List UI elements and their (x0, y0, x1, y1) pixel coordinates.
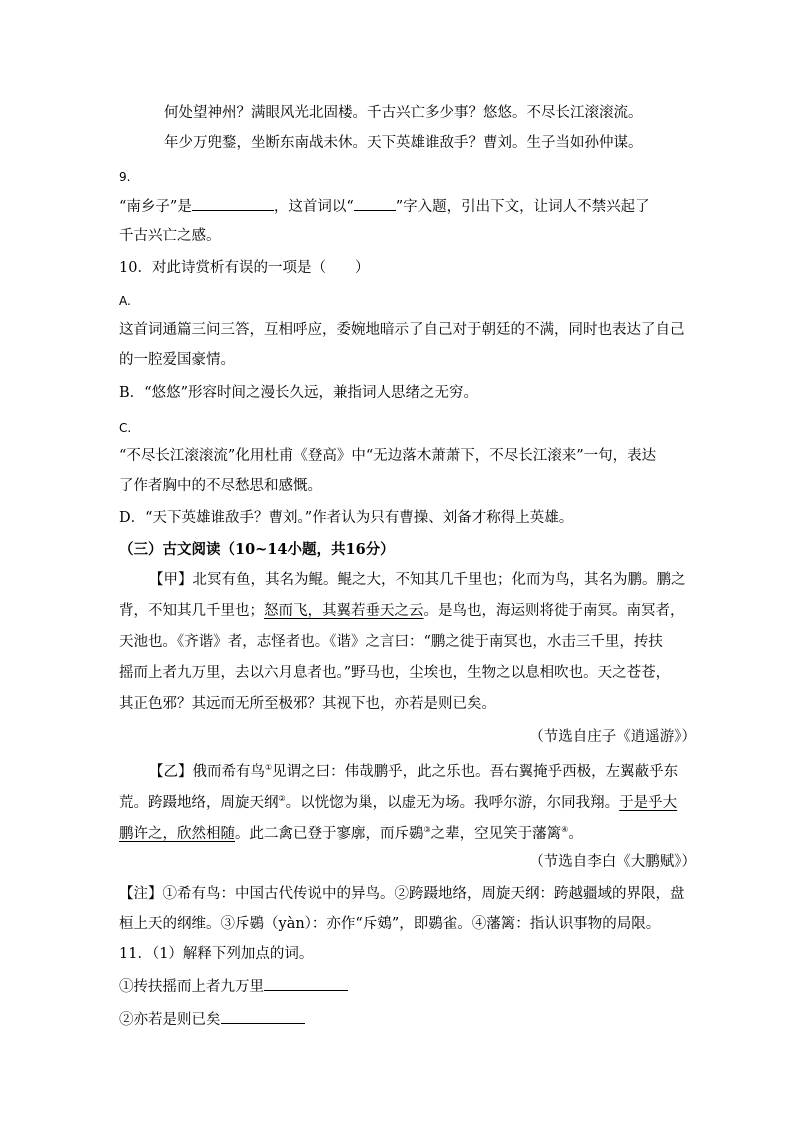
q11-answer-blank-2[interactable] (221, 1009, 305, 1024)
footnote-marker-4: ④ (561, 825, 569, 834)
poem-line-2: 年少万兜鍪，坐断东南战未休。天下英雄谁敌手？曹刘。生子当如孙仲谋。 (164, 135, 643, 151)
q9-part-1: “南乡子”是 (119, 199, 192, 215)
q9-part-3: ”字入题，引出下文，让词人不禁兴起了 (395, 199, 650, 215)
footnote-marker-3: ③ (423, 825, 431, 834)
jia-line-2-a: 背，不知其几千里也； (119, 603, 264, 619)
option-c-label: C. (119, 421, 132, 435)
q11-item-1 (119, 976, 348, 997)
option-a-label: A. (119, 294, 131, 308)
footnote-marker-1: ① (265, 763, 273, 772)
question-9-number: 9. (119, 170, 131, 184)
option-a-text-2: 的一腔爱国豪情。 (119, 352, 235, 368)
yi-underlined-sentence-2: 鹏许之，欣然相随 (119, 825, 235, 842)
q9-answer-blank-2[interactable] (354, 196, 396, 211)
yi-line-1 (149, 758, 678, 782)
option-d-text: D．“天下英雄谁敌手？曹刘。”作者认为只有曹操、刘备才称得上英雄。 (119, 510, 574, 526)
option-a-text-1: 这首词通篇三问三答，互相呼应，委婉地暗示了自己对于朝廷的不满，同时也表达了自己 (119, 322, 685, 338)
notes-line-2: 桓上天的纲维。③斥鷃（yàn）：亦作“斥鴳”，即鷃雀。④藩篱：指认识事物的局限。 (119, 916, 661, 932)
option-c-text-1: “不尽长江滚滚流”化用杜甫《登高》中“无边落木萧萧下，不尽长江滚来”一句，表达 (119, 448, 657, 464)
yi-line-2 (119, 789, 677, 813)
q11-answer-blank-1[interactable] (264, 976, 348, 991)
notes-line-1: 【注】①希有鸟：中国古代传说中的异鸟。②跨蹑地络，周旋天纲：跨越疆域的界限，盘 (119, 886, 685, 902)
q9-answer-blank-1[interactable] (192, 196, 274, 211)
jia-source: （节选自庄子《逍遥游》） (529, 729, 696, 745)
q9-part-2: ，这首词以“ (273, 199, 354, 215)
poem-line-1: 何处望神州？满眼风光北固楼。千古兴亡多少事？悠悠。不尽长江滚滚流。 (164, 105, 643, 121)
jia-line-2-b: 。是鸟也，海运则将徙于南冥。南冥者， (423, 603, 685, 619)
jia-line-1: 【甲】北冥有鱼，其名为鲲。鲲之大，不知其几千里也；化而为鸟，其名为鹏。鹏之 (149, 572, 686, 588)
jia-line-3: 天池也。《齐谐》者，志怪者也。《谐》之言曰：“鹏之徙于南冥也，水击三千里，抟扶 (119, 634, 663, 650)
question-10-stem: 10．对此诗赏析有误的一项是（ ） (119, 260, 370, 276)
question-9-text-cont: 千古兴亡之感。 (119, 228, 221, 244)
yi-line-2-b: 。以恍惚为巢，以虚无为场。我呼尔游，尔同我翔。 (285, 794, 620, 811)
jia-underlined-sentence: 怒而飞，其翼若垂天之云 (264, 603, 424, 619)
yi-line-1-a: 【乙】俄而希有鸟 (149, 763, 265, 780)
question-11-stem: 11．（1）解释下列加点的词。 (119, 946, 314, 962)
q11-item-2 (119, 1009, 305, 1030)
question-9-text (119, 196, 650, 217)
yi-source: （节选自李白《大鹏赋》） (529, 854, 696, 870)
yi-line-3 (119, 820, 583, 844)
yi-line-3-c: 。 (568, 825, 583, 842)
q11-item-2-text: ②亦若是则已矣 (119, 1012, 221, 1028)
q11-item-1-text: ①抟扶摇而上者九万里 (119, 979, 264, 995)
yi-underlined-sentence-1: 于是乎大 (619, 794, 678, 811)
footnote-marker-2: ② (278, 794, 286, 803)
yi-line-1-b: 见谓之曰：伟哉鹏乎，此之乐也。吾右翼掩乎西极，左翼蔽乎东 (272, 763, 679, 780)
section-heading: （三）古文阅读（10~14小题，共16分） (119, 541, 395, 558)
yi-line-2-a: 荒。跨蹑地络，周旋天纲 (119, 794, 279, 811)
jia-line-4: 摇而上者九万里，去以六月息者也。”野马也，尘埃也，生物之以息相吹也。天之苍苍， (119, 665, 671, 681)
yi-line-3-b: 之辈，空见笑于藩篱 (430, 825, 562, 842)
option-c-text-2: 了作者胸中的不尽愁思和感慨。 (119, 478, 322, 494)
yi-line-3-a: 。此二禽已登于寥廓，而斥鷃 (235, 825, 424, 842)
jia-line-2 (119, 601, 685, 621)
option-b-text: B．“悠悠”形容时间之漫长久远，兼指词人思绪之无穷。 (119, 385, 478, 401)
jia-line-5: 其正色邪？其远而无所至极邪？其视下也，亦若是则已矣。 (119, 696, 496, 712)
